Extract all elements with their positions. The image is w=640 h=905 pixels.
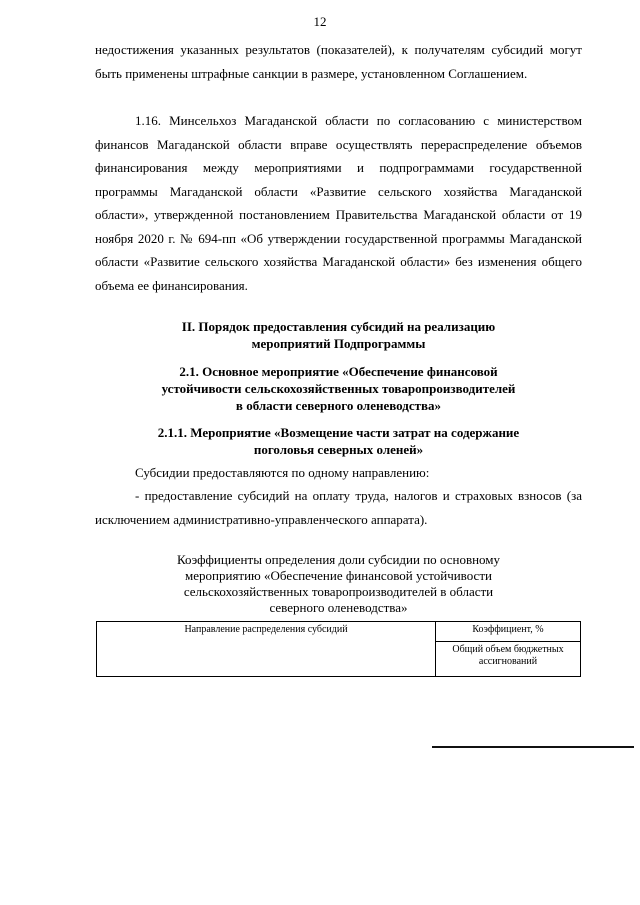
paragraph-continuation: недостижения указанных результатов (показателей), к получателям субсидий могут быть применены штрафные санкции в размере, установленном Соглашением.: [95, 42, 582, 81]
body-line-directions: Субсидии предоставляются по одному направлению:: [135, 465, 430, 480]
table-subheader-total-budget: Общий объем бюджетных ассигнований: [436, 641, 581, 676]
page-number: 12: [313, 14, 327, 29]
table-header-coefficient: Коэффициент, %: [436, 622, 581, 642]
page-bottom-rule: [432, 746, 634, 748]
section-heading-ii: II. Порядок предоставления субсидий на реализацию мероприятий Подпрограммы: [181, 319, 496, 351]
body-line-subsidy-direction: - предоставление субсидий на оплату труда, налогов и страховых взносов (за исключением административно-управленческого аппарата).: [95, 488, 582, 527]
table-caption: Коэффициенты определения доли субсидии по основному мероприятию «Обеспечение финансовой устойчивости сельскохозяйственных товаропроизводителей в области северного оленеводства»: [176, 552, 501, 615]
coefficients-table: [96, 621, 581, 677]
paragraph-1-16: 1.16. Минсельхоз Магаданской области по согласованию с министерством финансов Магаданской области вправе осуществлять перераспределение объемов финансирования между мероприятиями и подпрограммами государственной программы Магаданской области «Развитие сельского хозяйства Магаданской области», утвержденной постановлением Правительства Магаданской области от 19 ноября 2020 г. № 694-пп «Об утверждении государственной программы Магаданской области «Развитие сельского хозяйства Магаданской области» без изменения общего объема ее финансирования.: [95, 113, 582, 293]
subsection-heading-2-1-1: 2.1.1. Мероприятие «Возмещение части затрат на содержание поголовья северных оленей»: [157, 425, 520, 457]
subsection-heading-2-1: 2.1. Основное мероприятие «Обеспечение финансовой устойчивости сельскохозяйственных товаропроизводителей в области северного оленеводства»: [161, 364, 516, 413]
table-header-direction: Направление распределения субсидий: [97, 622, 436, 677]
